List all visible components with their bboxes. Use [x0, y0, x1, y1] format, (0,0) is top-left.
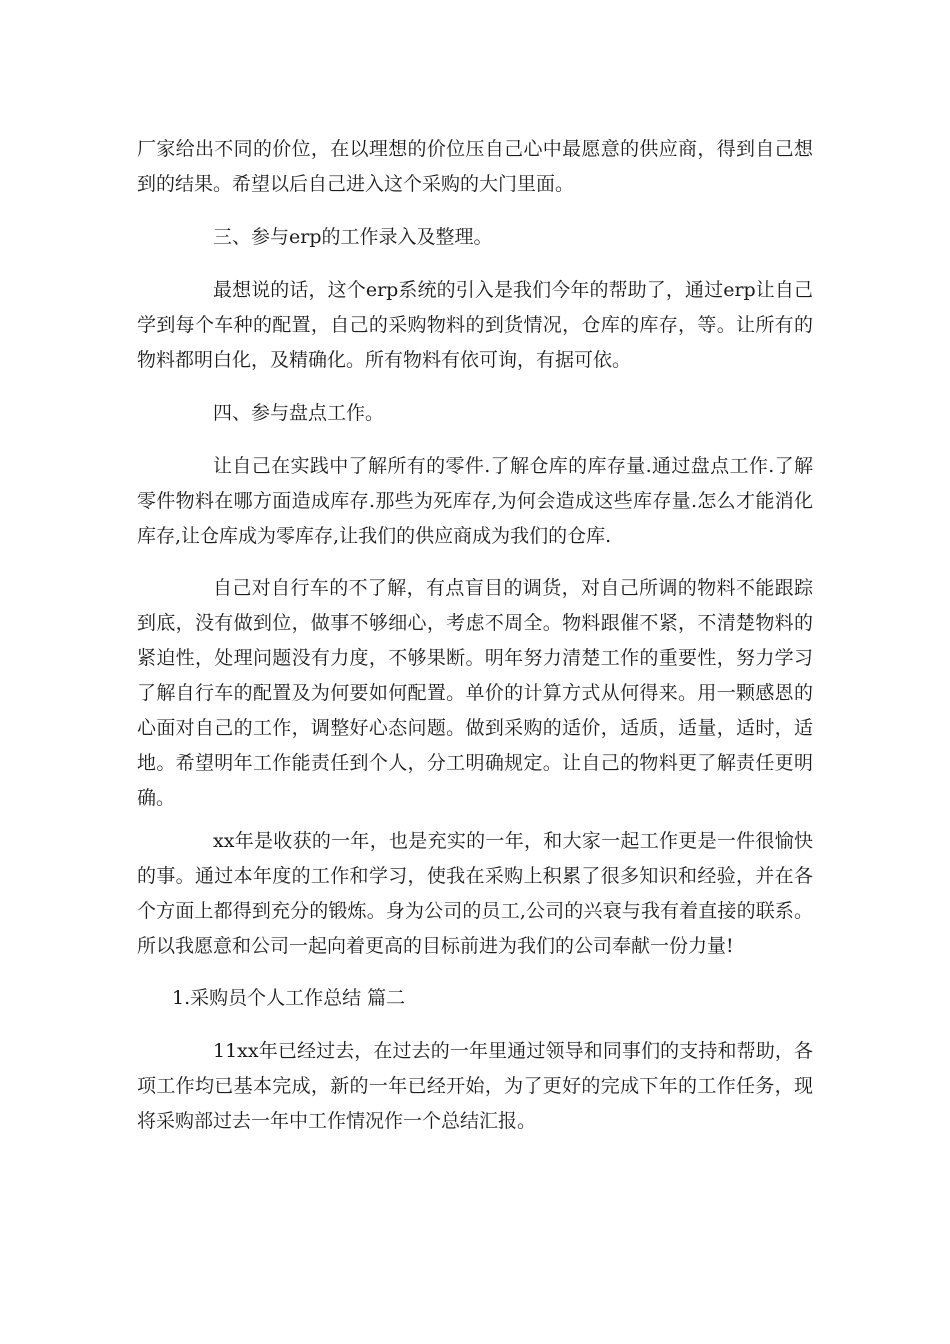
paragraph-supplier-pricing: 厂家给出不同的价位，在以理想的价位压自己心中最愿意的供应商，得到自己想到的结果。希望以后自己进入这个采购的大门里面。 [137, 138, 813, 195]
section-heading-erp: 三、参与erp的工作录入及整理。 [213, 226, 493, 248]
section-heading-inventory: 四、参与盘点工作。 [213, 402, 385, 424]
paragraph-erp-system: 最想说的话，这个erp系统的引入是我们今年的帮助了，通过erp让自己学到每个车种的配置，自己的采购物料的到货情况，仓库的库存，等。让所有的物料都明白化，及精确化。所有物料有依可询，有据可依。 [137, 279, 813, 371]
paragraph-year-summary: xx年是收获的一年，也是充实的一年，和大家一起工作更是一件很愉快的事。通过本年度的工作和学习，使我在采购上积累了很多知识和经验，并在各个方面上都得到充分的锻炼。身为公司的员工,公司的兴衰与我有着直接的联系。所以我愿意和公司一起向着更高的目标前进为我们的公司奉献一份力量! [137, 830, 813, 957]
paragraph-part-two-intro: 11xx年已经过去，在过去的一年里通过领导和同事们的支持和帮助，各项工作均已基本完成，新的一年已经开始，为了更好的完成下年的工作任务，现将采购部过去一年中工作情况作一个总结汇报。 [137, 1040, 813, 1132]
section-title-part-two: 1.采购员个人工作总结 篇二 [172, 987, 406, 1009]
paragraph-self-reflection: 自己对自行车的不了解，有点盲目的调货，对自己所调的物料不能跟踪到底，没有做到位，做事不够细心，考虑不周全。物料跟催不紧，不清楚物料的紧迫性，处理问题没有力度，不够果断。明年努力清楚工作的重要性，努力学习了解自行车的配置及为何要如何配置。单价的计算方式从何得来。用一颗感恩的心面对自己的工作，调整好心态问题。做到采购的适价，适质，适量，适时，适地。希望明年工作能责任到个人，分工明确规定。让自己的物料更了解责任更明确。 [137, 577, 813, 809]
paragraph-inventory-work: 让自己在实践中了解所有的零件.了解仓库的库存量.通过盘点工作.了解零件物料在哪方面造成库存.那些为死库存,为何会造成这些库存量.怎么才能消化库存,让仓库成为零库存,让我们的供应商成为我们的仓库. [137, 455, 813, 547]
